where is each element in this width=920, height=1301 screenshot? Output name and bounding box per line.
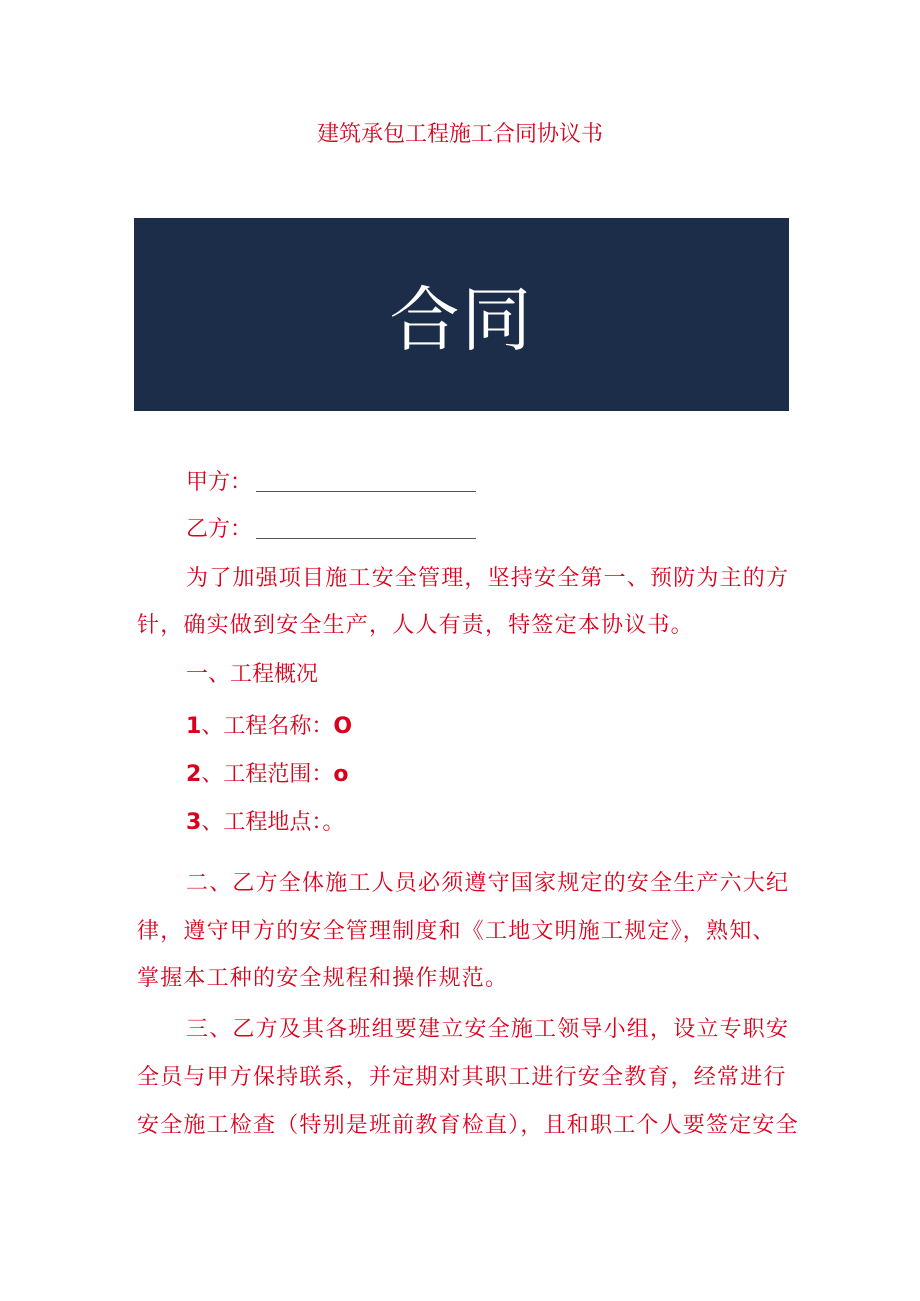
- section2-line-1: 二、乙方全体施工人员必须遵守国家规定的安全生产六大纪: [186, 871, 790, 896]
- section2-line-3: 掌握本工种的安全规程和操作规范。: [137, 966, 509, 991]
- item-label: 、工程名称：: [201, 714, 334, 739]
- section3-line-3: 安全施工检查（特别是班前教育检直），且和职工个人要签定安全: [137, 1113, 799, 1138]
- item-value: O: [333, 714, 353, 739]
- party-a-label: 甲方：: [186, 470, 253, 495]
- project-scope-item: [186, 757, 920, 788]
- party-a-blank: [256, 475, 476, 492]
- intro-line-1: 为了加强项目施工安全管理，坚持安全第一、预防为主的方: [186, 566, 790, 591]
- project-name-item: [186, 709, 920, 740]
- section3-line-2: 全员与甲方保持联系，并定期对其职工进行安全教育，经常进行: [137, 1065, 787, 1090]
- item-label: 、工程地点：: [201, 810, 323, 835]
- document-title: 建筑承包工程施工合同协议书: [316, 122, 603, 147]
- item-value: 。: [322, 810, 345, 835]
- section3-line-1: 三、乙方及其各班组要建立安全施工领导小组，设立专职安: [186, 1017, 790, 1042]
- party-b-label: 乙方：: [186, 517, 253, 542]
- item-number: 1: [186, 714, 202, 739]
- item-number: 2: [186, 762, 202, 787]
- party-b-blank: [256, 522, 476, 539]
- item-label: 、工程范围：: [201, 762, 334, 787]
- contract-banner: [134, 218, 789, 411]
- section2-line-2: 律，遵守甲方的安全管理制度和《工地文明施工规定》，熟知、: [137, 919, 776, 944]
- intro-line-2: 针，确实做到安全生产，人人有责，特签定本协议书。: [137, 613, 694, 638]
- party-b-row: [186, 512, 920, 543]
- item-number: 3: [186, 810, 202, 835]
- section1-heading: 一、工程概况: [186, 662, 319, 687]
- banner-title: 合同: [389, 279, 534, 361]
- party-a-row: [186, 465, 920, 496]
- project-location-item: [186, 805, 920, 836]
- item-value: o: [333, 762, 349, 787]
